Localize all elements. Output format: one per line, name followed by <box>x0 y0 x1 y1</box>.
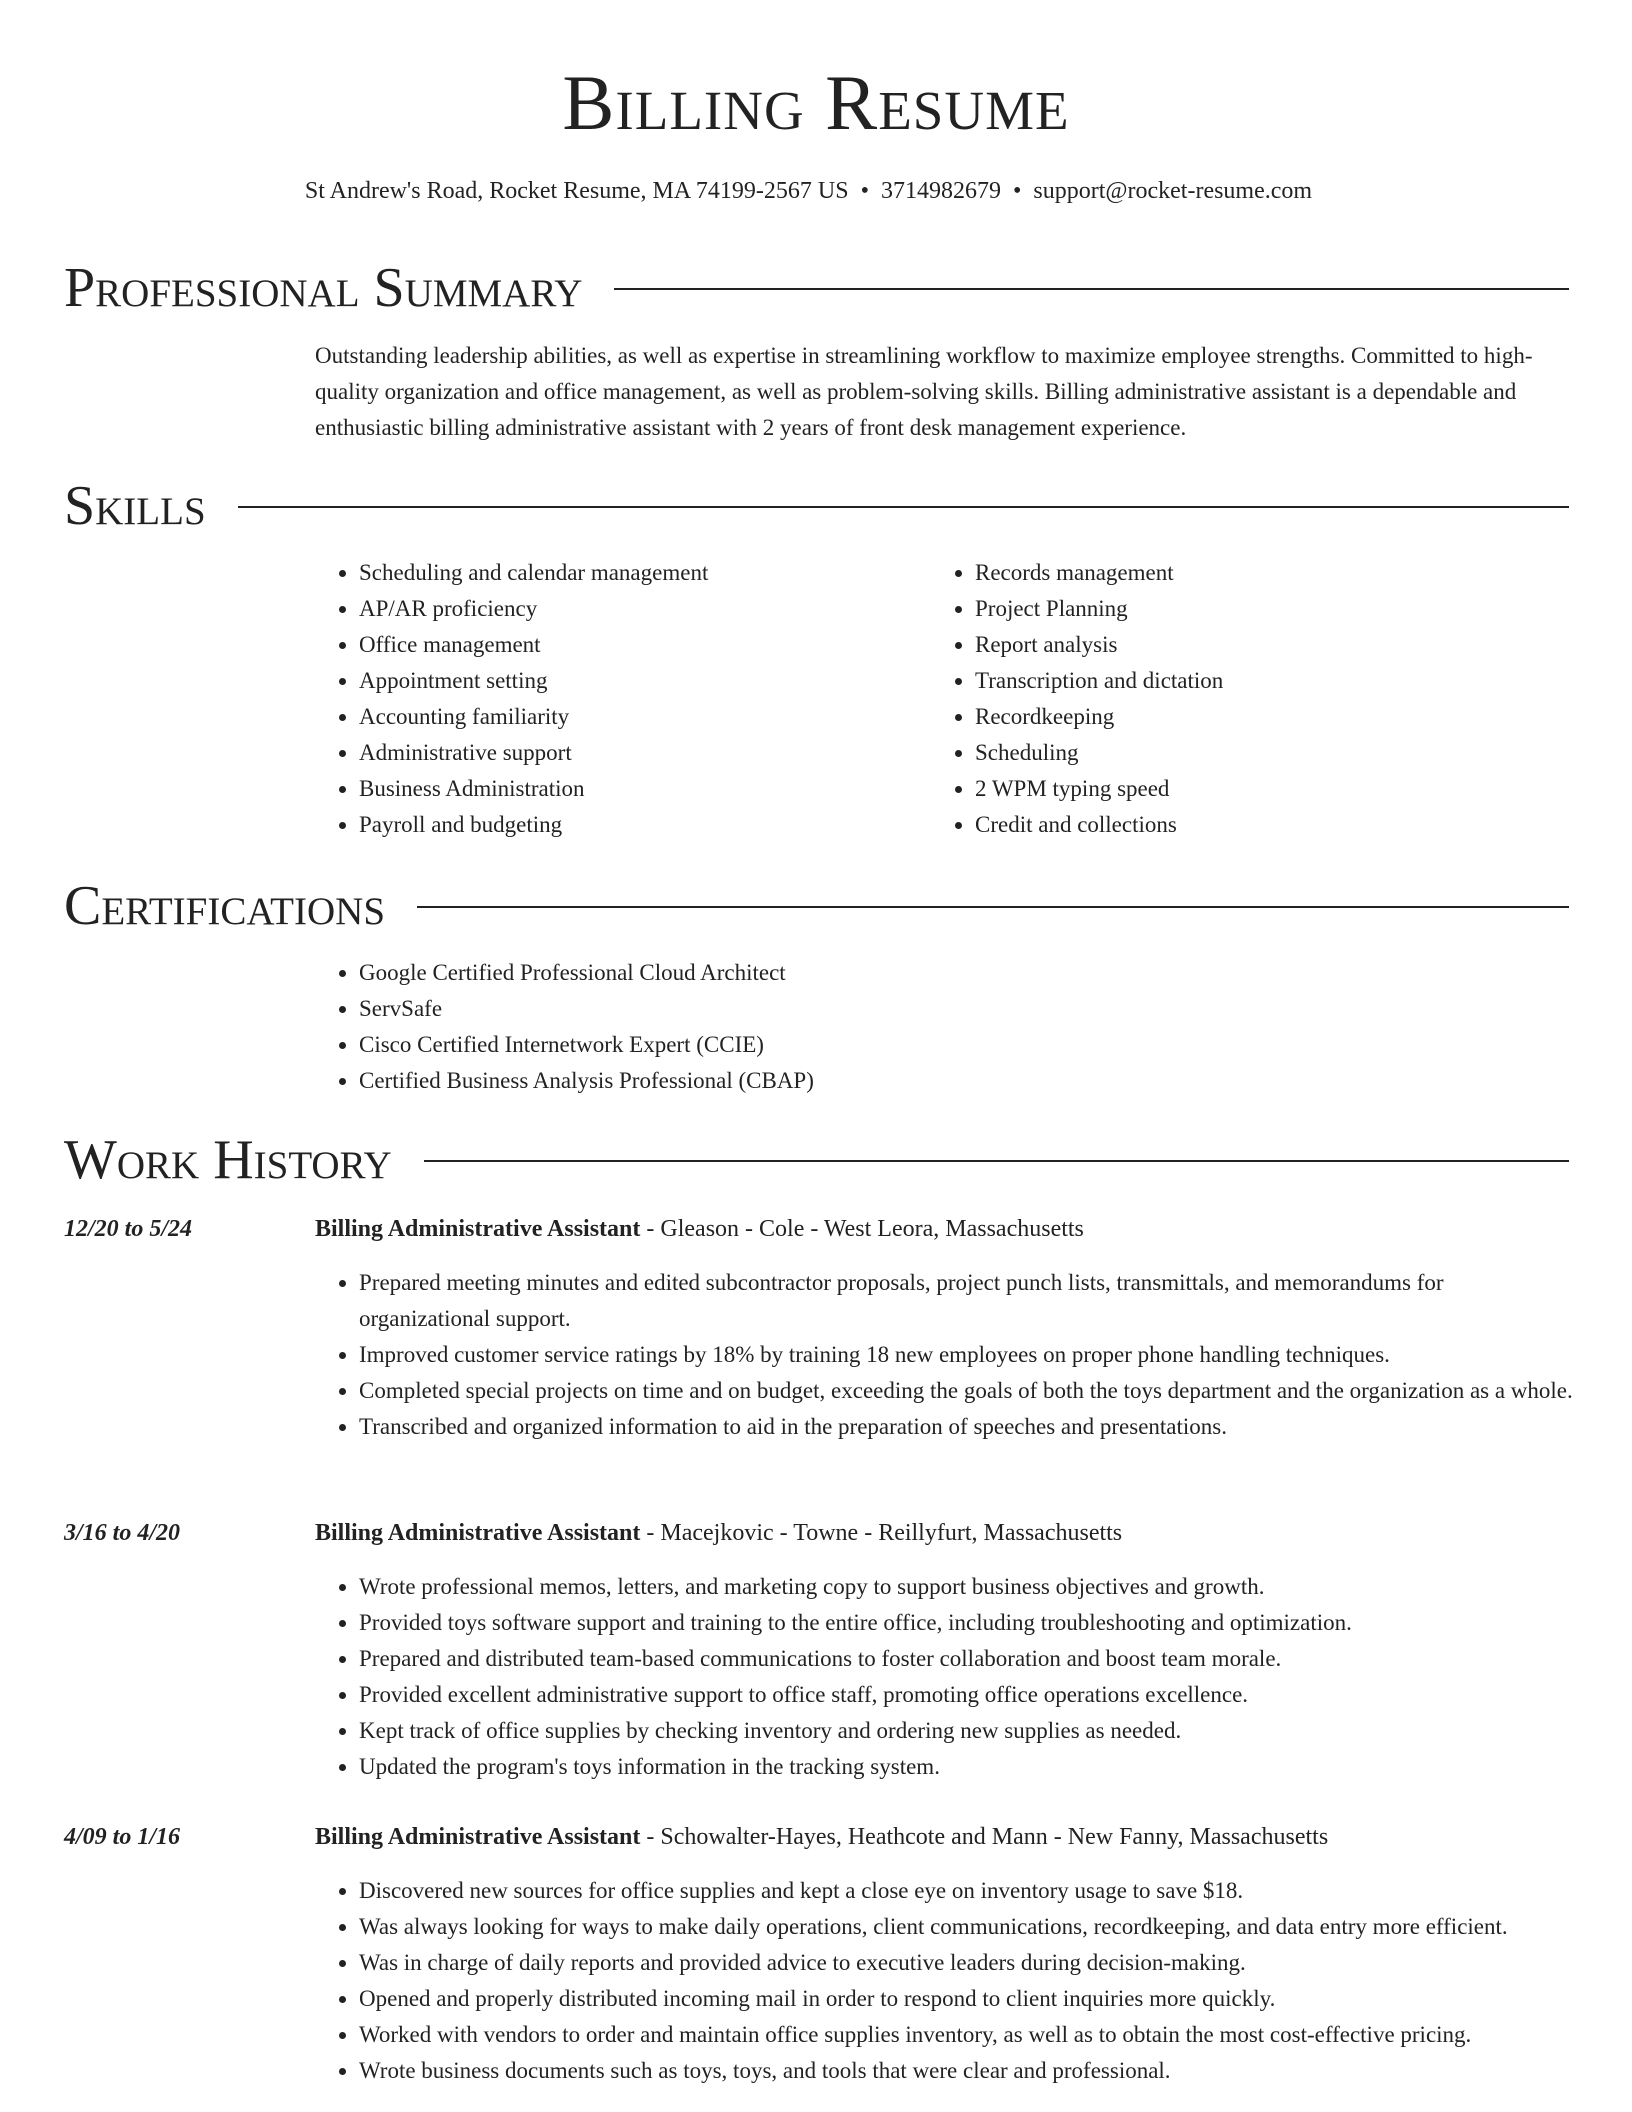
skill-item: • Records management <box>975 555 1491 591</box>
job-heading <box>315 1213 1084 1245</box>
certification-item: • ServSafe <box>359 991 1215 1027</box>
resume-name: Billing Resume <box>562 59 1070 146</box>
contact-separator: • <box>1012 178 1022 204</box>
summary-heading: Professional Summary <box>64 257 583 319</box>
certification-item: • Cisco Certified Internetwork Expert (CCIE) <box>359 1027 1215 1063</box>
job-employer: - Gleason - Cole - West Leora, Massachusetts <box>640 1216 1084 1242</box>
job-employer: - Macejkovic - Towne - Reillyfurt, Massachusetts <box>640 1520 1123 1546</box>
work-section-heading <box>64 1128 1569 1192</box>
job-heading <box>315 1821 1328 1853</box>
job-dates: 12/20 to 5/24 <box>64 1216 193 1242</box>
skill-item: • Recordkeeping <box>975 699 1491 735</box>
job-title: Billing Administrative Assistant <box>315 1520 641 1546</box>
section-divider <box>424 1160 1569 1162</box>
skill-item: • Accounting familiarity <box>359 699 875 735</box>
job-duty-item: • Was always looking for ways to make daily operations, client communications, recordkeeping, and data entry more efficient. <box>359 1909 1575 1945</box>
skill-item: • Payroll and budgeting <box>359 807 875 843</box>
skill-item: • Office management <box>359 627 875 663</box>
job-title: Billing Administrative Assistant <box>315 1216 641 1242</box>
skill-item: • Transcription and dictation <box>975 663 1491 699</box>
job-title: Billing Administrative Assistant <box>315 1824 641 1850</box>
contact-email: support@rocket-resume.com <box>1033 178 1313 204</box>
job-duties-list <box>315 1569 1575 1785</box>
skill-item: • Business Administration <box>359 771 875 807</box>
job-duty-item: • Wrote business documents such as toys, toys, and tools that were clear and professional. <box>359 2053 1575 2089</box>
job-duty-item: • Wrote professional memos, letters, and marketing copy to support business objectives and growth. <box>359 1569 1575 1605</box>
job-duty-item: • Transcribed and organized information to aid in the preparation of speeches and presentations. <box>359 1409 1575 1445</box>
skill-item: • Scheduling <box>975 735 1491 771</box>
job-employer: - Schowalter-Hayes, Heathcote and Mann - New Fanny, Massachusetts <box>640 1824 1329 1850</box>
skill-item: • Project Planning <box>975 591 1491 627</box>
contact-line <box>0 176 1617 206</box>
skills-section-heading <box>64 474 1569 538</box>
certifications-section-heading <box>64 874 1569 938</box>
certifications-block <box>315 955 1215 1099</box>
job-duties <box>315 1265 1575 1445</box>
job-dates: 3/16 to 4/20 <box>64 1520 181 1546</box>
skills-list-right <box>931 555 1491 843</box>
skill-item: • Appointment setting <box>359 663 875 699</box>
work-heading: Work History <box>64 1129 392 1191</box>
summary-text: Outstanding leadership abilities, as well as expertise in streamlining workflow to maximize employee strengths. Committed to high-quality organization and office management, as well as problem-solving skills. Billing administrative assistant is a dependable and enthusiastic billing administrative assistant with 2 years of front desk management experience. <box>315 343 1533 440</box>
job-duty-item: • Provided toys software support and training to the entire office, including troubleshooting and optimization. <box>359 1605 1575 1641</box>
job-duties <box>315 1873 1575 2089</box>
skill-item: • AP/AR proficiency <box>359 591 875 627</box>
job-duties-list <box>315 1873 1575 2089</box>
certifications-list <box>315 955 1215 1099</box>
job-duty-item: • Updated the program's toys information in the tracking system. <box>359 1749 1575 1785</box>
skills-heading: Skills <box>64 475 206 537</box>
summary-section-heading <box>64 256 1569 320</box>
job-duty-item: • Improved customer service ratings by 18% by training 18 new employees on proper phone handling techniques. <box>359 1337 1575 1373</box>
skills-right-column <box>931 555 1491 843</box>
skills-list-left <box>315 555 875 843</box>
job-duty-item: • Provided excellent administrative support to office staff, promoting office operations excellence. <box>359 1677 1575 1713</box>
section-divider <box>238 506 1569 508</box>
certifications-heading: Certifications <box>64 875 386 937</box>
job-duty-item: • Was in charge of daily reports and provided advice to executive leaders during decision-making. <box>359 1945 1575 1981</box>
contact-separator: • <box>860 178 869 204</box>
contact-phone: 3714982679 <box>880 178 1001 204</box>
skill-item: • Scheduling and calendar management <box>359 555 875 591</box>
job-duty-item: • Completed special projects on time and on budget, exceeding the goals of both the toys department and the organization as a whole. <box>359 1373 1575 1409</box>
section-divider <box>614 288 1569 290</box>
skill-item: • 2 WPM typing speed <box>975 771 1491 807</box>
job-dates: 4/09 to 1/16 <box>64 1824 181 1850</box>
skills-left-column <box>315 555 875 843</box>
job-duty-item: • Opened and properly distributed incoming mail in order to respond to client inquiries more quickly. <box>359 1981 1575 2017</box>
job-duties <box>315 1569 1575 1785</box>
skill-item: • Credit and collections <box>975 807 1491 843</box>
job-duties-list <box>315 1265 1575 1445</box>
contact-address: St Andrew's Road, Rocket Resume, MA 74199-2567 US <box>304 178 849 204</box>
certification-item: • Google Certified Professional Cloud Architect <box>359 955 1215 991</box>
section-divider <box>417 906 1569 908</box>
job-duty-item: • Prepared and distributed team-based communications to foster collaboration and boost team morale. <box>359 1641 1575 1677</box>
job-heading <box>315 1517 1122 1549</box>
certification-item: • Certified Business Analysis Professional (CBAP) <box>359 1063 1215 1099</box>
skill-item: • Administrative support <box>359 735 875 771</box>
job-duty-item: • Worked with vendors to order and maintain office supplies inventory, as well as to obtain the most cost-effective pricing. <box>359 2017 1575 2053</box>
job-duty-item: • Kept track of office supplies by checking inventory and ordering new supplies as needed. <box>359 1713 1575 1749</box>
skill-item: • Report analysis <box>975 627 1491 663</box>
job-duty-item: • Prepared meeting minutes and edited subcontractor proposals, project punch lists, transmittals, and memorandums for organizational support. <box>359 1265 1575 1337</box>
job-duty-item: • Discovered new sources for office supplies and kept a close eye on inventory usage to save $18. <box>359 1873 1575 1909</box>
